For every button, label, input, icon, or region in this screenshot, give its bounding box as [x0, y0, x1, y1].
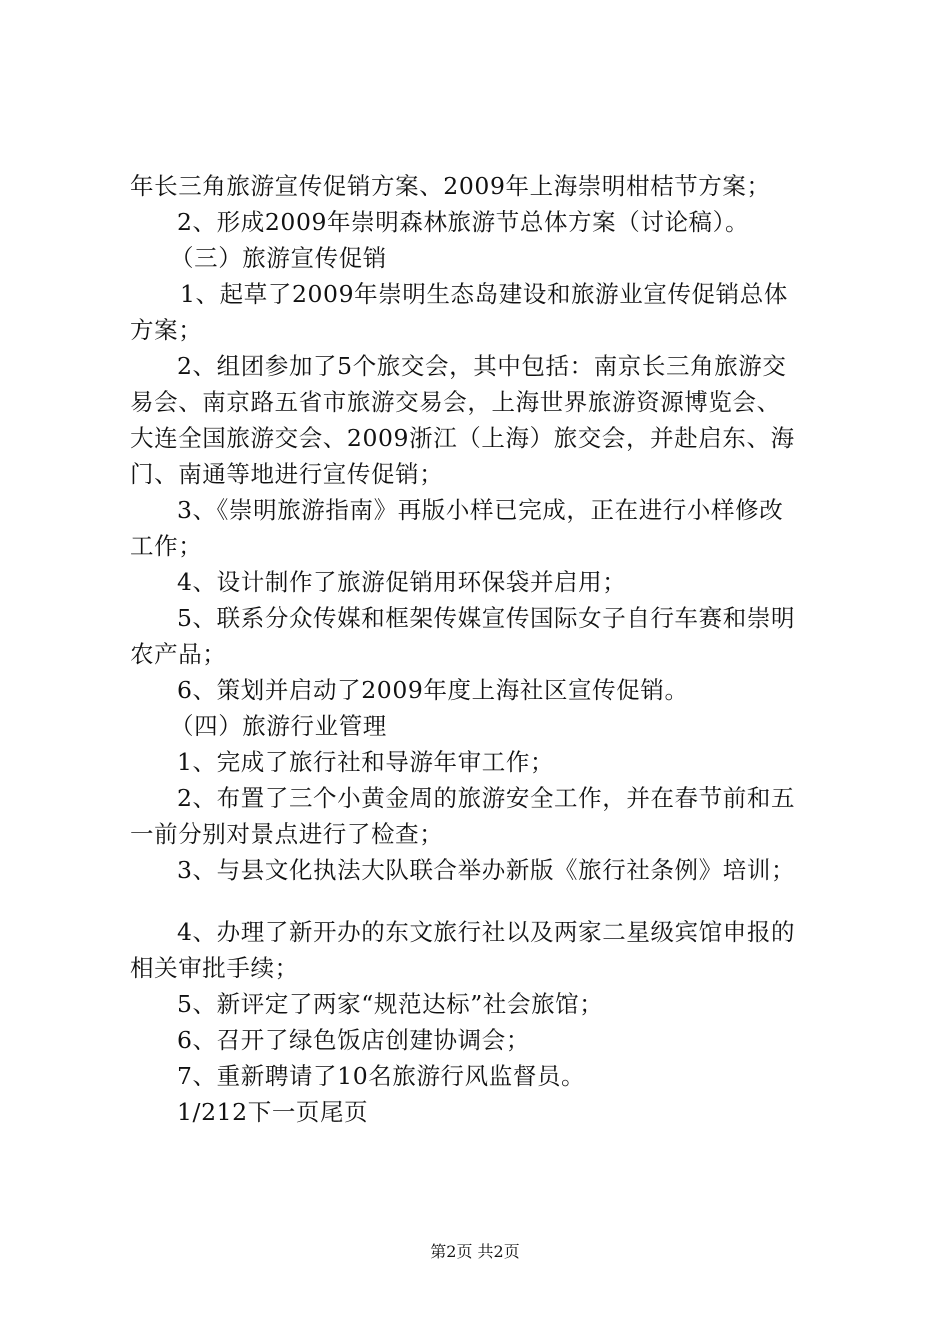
text-line: 大连全国旅游交会、2009浙江（上海）旅交会，并赴启东、海 — [130, 424, 795, 452]
text-line: 方案； — [130, 316, 203, 344]
text-line: 农产品； — [130, 640, 227, 668]
text-line: 5、联系分众传媒和框架传媒宣传国际女子自行车赛和崇明 — [177, 604, 796, 632]
text-line: 门、南通等地进行宣传促销； — [130, 460, 444, 488]
page-footer: 第2页 共2页 — [430, 1242, 520, 1261]
text-line: 5、新评定了两家“规范达标”社会旅馆； — [177, 990, 604, 1018]
text-line: 6、策划并启动了2009年度上海社区宣传促销。 — [177, 676, 689, 704]
text-line: 一前分别对景点进行了检查； — [130, 820, 444, 848]
text-line: 2、组团参加了5个旅交会，其中包括：南京长三角旅游交 — [177, 352, 787, 380]
section-heading: （四）旅游行业管理 — [170, 712, 387, 740]
text-line: 工作； — [130, 532, 203, 560]
pagination-text: 1/212下一页尾页 — [177, 1098, 369, 1126]
text-line: 4、办理了新开办的东文旅行社以及两家二星级宾馆申报的 — [177, 918, 796, 946]
document-body — [130, 168, 834, 1130]
text-line: 1、完成了旅行社和导游年审工作； — [177, 748, 555, 776]
text-line: 2、形成2009年崇明森林旅游节总体方案（讨论稿）。 — [177, 208, 750, 236]
text-line: 3、《崇明旅游指南》再版小样已完成，正在进行小样修改 — [177, 496, 784, 524]
text-line: 6、召开了绿色饭店创建协调会； — [177, 1026, 530, 1054]
text-line: 3、与县文化执法大队联合举办新版《旅行社条例》培训； — [177, 856, 796, 884]
text-line: 1、起草了2009年崇明生态岛建设和旅游业宣传促销总体 — [180, 280, 788, 308]
text-line: 易会、南京路五省市旅游交易会，上海世界旅游资源博览会、 — [130, 388, 781, 416]
text-line: 相关审批手续； — [130, 954, 299, 982]
paragraph-gap — [130, 888, 834, 914]
text-line: 年长三角旅游宣传促销方案、2009年上海崇明柑桔节方案； — [130, 172, 771, 200]
section-heading: （三）旅游宣传促销 — [170, 244, 387, 272]
text-line: 7、重新聘请了10名旅游行风监督员。 — [177, 1062, 586, 1090]
text-line: 2、布置了三个小黄金周的旅游安全工作，并在春节前和五 — [177, 784, 796, 812]
text-line: 4、设计制作了旅游促销用环保袋并启用； — [177, 568, 627, 596]
